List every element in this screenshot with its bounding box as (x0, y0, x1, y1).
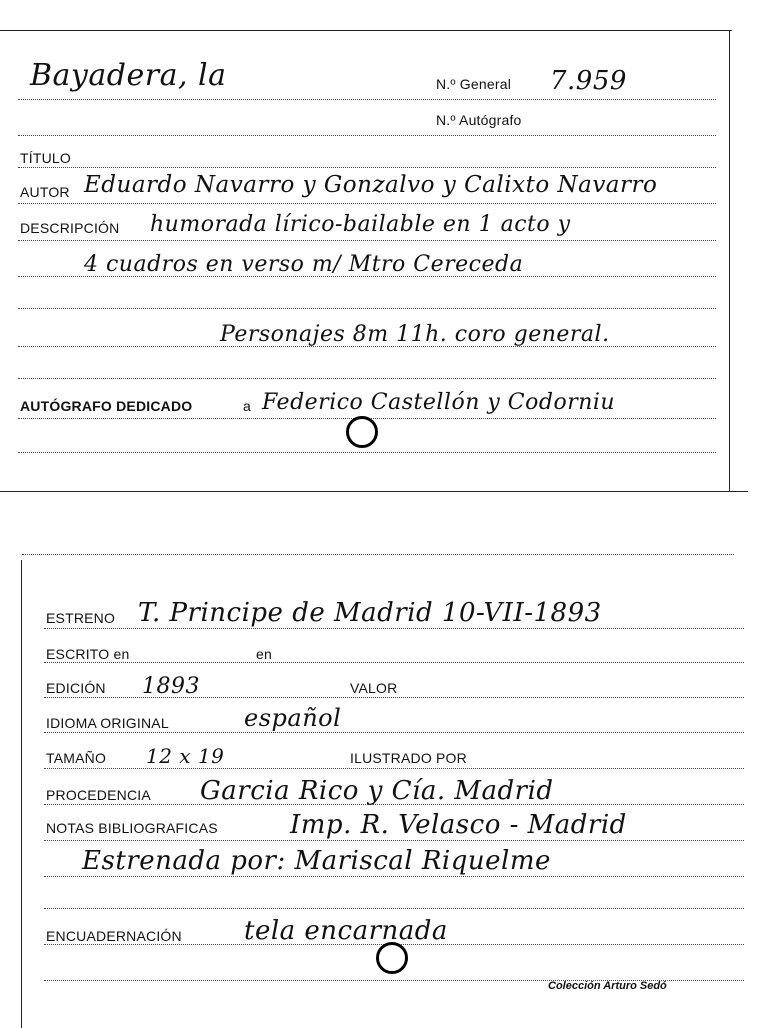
rule-line (44, 697, 744, 698)
escrito-en: en (256, 646, 272, 662)
dedicado-prep: a (243, 398, 251, 414)
rule-line (18, 240, 716, 241)
escrito-label: ESCRITO en (46, 646, 130, 662)
descripcion-line2: 4 cuadros en verso m/ Mtro Cereceda (84, 252, 524, 277)
dedicado-label: AUTÓGRAFO DEDICADO (20, 398, 193, 414)
personajes-line: Personajes 8m 11h. coro general. (220, 322, 610, 347)
rule-line (44, 908, 744, 909)
rule-line (44, 876, 744, 877)
rule-line (44, 662, 744, 663)
encuadernacion-value: tela encarnada (244, 916, 448, 946)
descripcion-line1: humorada lírico-bailable en 1 acto y (150, 212, 571, 237)
collection-footer: Colección Arturo Sedó (548, 980, 667, 992)
rule-line (18, 378, 716, 379)
titulo-label: TÍTULO (20, 150, 71, 166)
card-top-border (0, 30, 732, 31)
rule-line (18, 346, 716, 347)
rule-line (44, 628, 744, 629)
rule-line (44, 804, 744, 805)
punch-hole (376, 942, 408, 974)
procedencia-label: PROCEDENCIA (46, 787, 151, 803)
notas-value: Imp. R. Velasco - Madrid (290, 810, 627, 840)
autografo-number-label: N.º Autógrafo (436, 112, 522, 128)
tamano-value: 12 x 19 (146, 744, 225, 768)
estreno-value: T. Principe de Madrid 10-VII-1893 (138, 598, 602, 628)
rule-line (18, 99, 716, 100)
title-handwritten: Bayadera, la (30, 58, 227, 93)
catalog-card-top (0, 0, 759, 492)
rule-line (18, 308, 716, 309)
card-top-border (22, 554, 734, 555)
rule-line (18, 452, 716, 453)
card-right-border (729, 30, 730, 492)
idioma-label: IDIOMA ORIGINAL (46, 715, 169, 731)
autor-label: AUTOR (20, 184, 70, 200)
punch-hole (346, 416, 378, 448)
edicion-label: EDICIÓN (46, 680, 106, 696)
idioma-value: español (244, 704, 342, 732)
catalog-card-bottom (0, 540, 759, 1028)
notas-label: NOTAS BIBLIOGRAFICAS (46, 820, 218, 836)
rule-line (18, 276, 716, 277)
descripcion-label: DESCRIPCIÓN (20, 220, 120, 236)
estreno-label: ESTRENO (46, 610, 116, 626)
rule-line (44, 768, 744, 769)
rule-line (18, 135, 716, 136)
notas-line2: Estrenada por: Mariscal Riquelme (82, 846, 551, 876)
tamano-label: TAMAÑO (46, 750, 107, 766)
edicion-value: 1893 (142, 674, 200, 699)
card-left-border (21, 560, 22, 1028)
general-number-label: N.º General (436, 76, 512, 92)
encuadernacion-label: ENCUADERNACIÓN (46, 928, 182, 944)
rule-line (44, 840, 744, 841)
general-number-value: 7.959 (550, 66, 627, 96)
autor-value: Eduardo Navarro y Gonzalvo y Calixto Navarro (84, 172, 658, 198)
rule-line (18, 167, 716, 168)
ilustrado-label: ILUSTRADO POR (350, 750, 467, 766)
dedicado-value: Federico Castellón y Codorniu (262, 390, 616, 415)
rule-line (18, 203, 716, 204)
valor-label: VALOR (350, 680, 398, 696)
rule-line (44, 732, 744, 733)
card-bottom-border (0, 491, 748, 492)
procedencia-value: Garcia Rico y Cía. Madrid (200, 776, 554, 806)
